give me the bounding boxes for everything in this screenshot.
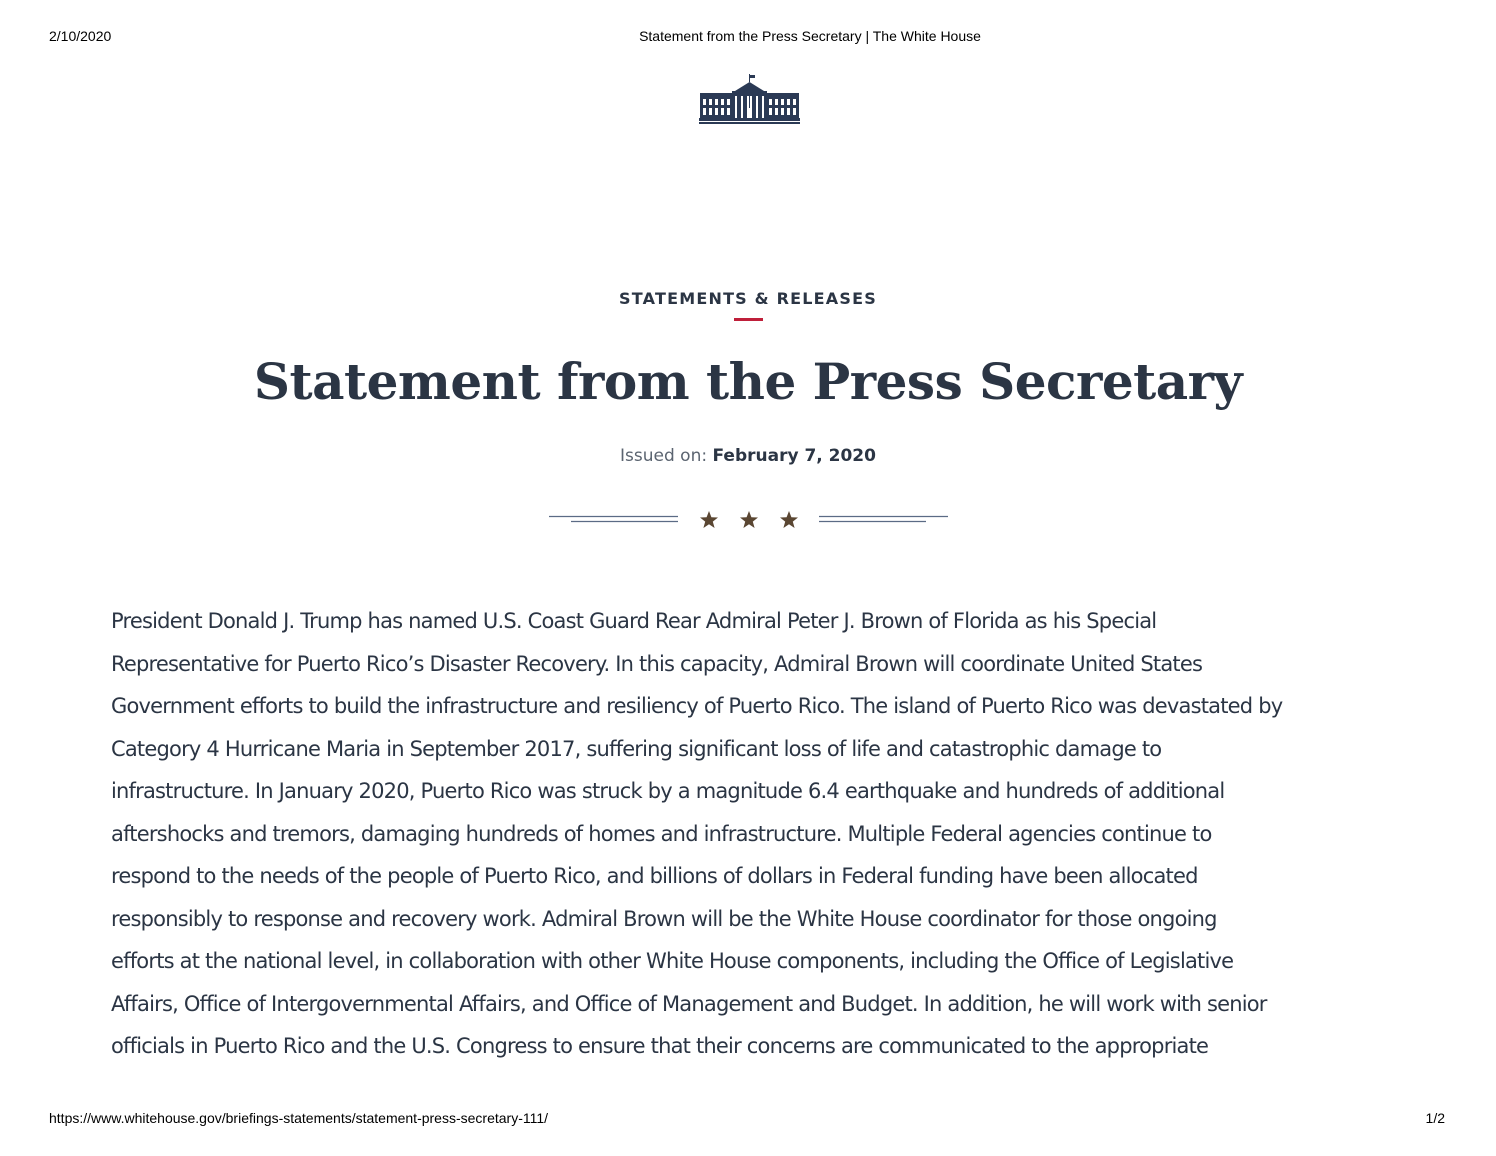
page-number: 1/2	[1425, 1110, 1445, 1126]
print-page-title: Statement from the Press Secretary | The White House	[639, 28, 981, 44]
star-icon	[700, 511, 718, 528]
article-body: President Donald J. Trump has named U.S. Coast Guard Rear Admiral Peter J. Brown of Florida as his Special Representative for Puerto Rico’s Disaster Recovery. In this capacity, Admiral Brown will coordinate United States Government efforts to build the infrastructure and resiliency of Puerto Rico. The island of Puerto Rico was devastated by Category 4 Hurricane Maria in September 2017, suffering significant loss of life and catastrophic damage to infrastructure. In January 2020, Puerto Rico was struck by a magnitude 6.4 earthquake and hundreds of additional aftershocks and tremors, damaging hundreds of homes and infrastructure. Multiple Federal agencies continue to respond to the needs of the people of Puerto Rico, and billions of dollars in Federal funding have been allocated responsibly to response and recovery work. Admiral Brown will be the White House coordinator for those ongoing efforts at the national level, in collaboration with other White House components, including the Office of Legislative Affairs, Office of Intergovernmental Affairs, and Office of Management and Budget. In addition, he will work with senior officials in Puerto Rico and the U.S. Congress to ensure that their concerns are communicated to the appropriate	[111, 609, 1283, 1058]
star-divider	[549, 508, 949, 532]
issued-date-line	[0, 446, 1496, 466]
page-title: Statement from the Press Secretary	[253, 352, 1243, 411]
white-house-icon[interactable]	[699, 74, 800, 124]
star-icon	[740, 511, 758, 528]
divider-lines-left	[549, 517, 678, 522]
category-underline	[734, 318, 763, 321]
print-header	[0, 28, 1496, 48]
print-footer	[0, 1110, 1496, 1130]
star-icon	[780, 511, 798, 528]
issued-date: February 7, 2020	[712, 446, 876, 466]
category-label[interactable]: STATEMENTS & RELEASES	[619, 289, 877, 308]
issued-label: Issued on:	[620, 446, 708, 466]
print-url: https://www.whitehouse.gov/briefings-statements/statement-press-secretary-111/	[49, 1110, 549, 1126]
divider-lines-right	[819, 517, 948, 522]
print-date: 2/10/2020	[49, 28, 112, 44]
